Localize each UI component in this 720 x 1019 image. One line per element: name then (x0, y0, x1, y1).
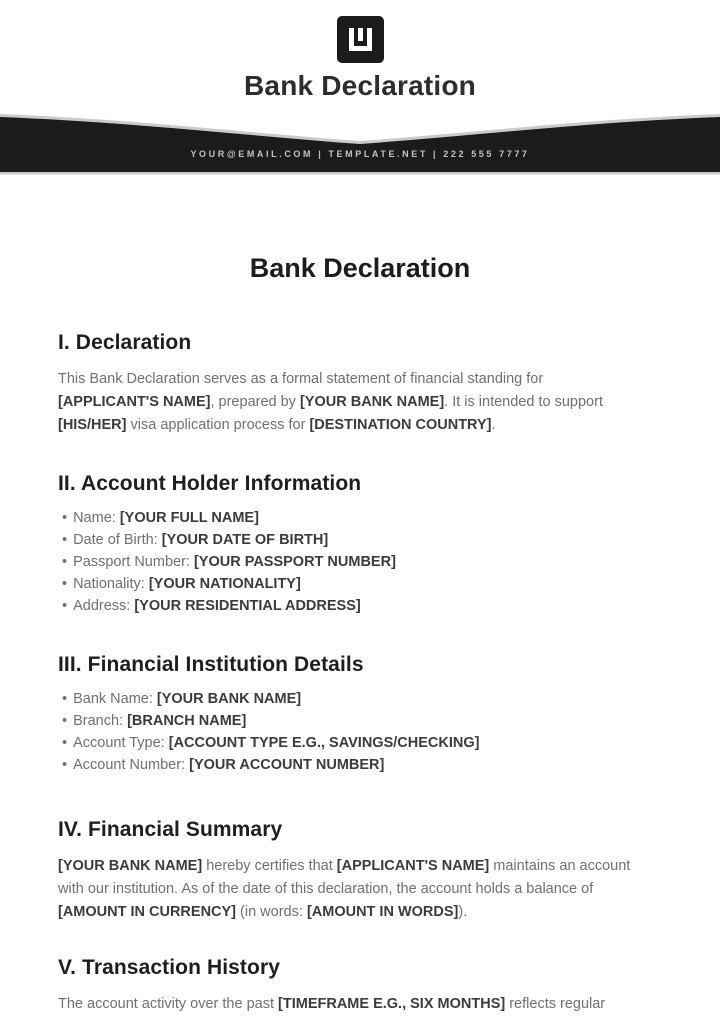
bullet-dot-icon: • (62, 691, 68, 707)
bullet-label: Address: (73, 598, 135, 614)
paragraph-text: The account activity over the past (58, 996, 279, 1012)
bullet-dot-icon: • (62, 532, 68, 548)
placeholder-token: [YOUR DATE OF BIRTH] (161, 532, 329, 548)
paragraph-text: reflects regular (505, 996, 606, 1012)
brand-title: Bank Declaration (244, 70, 476, 101)
placeholder-token: [TIMEFRAME E.G., SIX MONTHS] (278, 996, 506, 1012)
paragraph-text: . (491, 417, 496, 433)
bullet-item (62, 551, 662, 573)
bullet-dot-icon: • (62, 757, 68, 773)
section-heading: V. Transaction History (58, 956, 281, 979)
bullet-dot-icon: • (62, 554, 68, 570)
placeholder-token: [APPLICANT'S NAME] (58, 394, 211, 410)
section-heading: IV. Financial Summary (58, 818, 283, 841)
bullet-label: Nationality: (73, 576, 149, 592)
document-sections (58, 330, 662, 1016)
section-paragraph (58, 855, 662, 924)
bullet-item (62, 573, 662, 595)
placeholder-token: [YOUR NATIONALITY] (148, 576, 301, 592)
bullet-label: Passport Number: (73, 554, 194, 570)
bullet-label: Branch: (73, 713, 128, 729)
paragraph-text: maintains an account (489, 858, 631, 874)
placeholder-token: [DESTINATION COUNTRY] (309, 417, 492, 433)
section-financial-institution (58, 652, 662, 776)
bullet-item (62, 595, 662, 617)
bullet-item (62, 507, 662, 529)
placeholder-token: [AMOUNT IN CURRENCY] (58, 904, 237, 920)
contact-banner (0, 110, 720, 176)
section-heading: III. Financial Institution Details (58, 653, 364, 676)
paragraph-text: hereby certifies that (202, 858, 337, 874)
bullet-dot-icon: • (62, 713, 68, 729)
document-title: Bank Declaration (249, 253, 471, 283)
bullet-dot-icon: • (62, 510, 68, 526)
bullet-dot-icon: • (62, 735, 68, 751)
placeholder-token: [HIS/HER] (58, 417, 127, 433)
bullet-item (62, 710, 662, 732)
paragraph-text: . It is intended to support (444, 394, 603, 410)
lu-monogram-icon (337, 16, 384, 63)
placeholder-token: [YOUR BANK NAME] (299, 394, 445, 410)
bullet-item (62, 754, 662, 776)
section-paragraph (58, 993, 662, 1016)
bullet-label: Account Type: (73, 735, 169, 751)
section-account-holder (58, 471, 662, 617)
placeholder-token: [YOUR PASSPORT NUMBER] (193, 554, 396, 570)
placeholder-token: [YOUR ACCOUNT NUMBER] (189, 757, 385, 773)
section-transaction-history (58, 955, 662, 1016)
bullet-label: Bank Name: (73, 691, 157, 707)
letterhead (0, 0, 720, 103)
bullet-list (58, 688, 662, 776)
bullet-label: Name: (73, 510, 120, 526)
section-heading: I. Declaration (58, 331, 192, 354)
section-paragraph (58, 368, 662, 437)
bullet-item (62, 688, 662, 710)
placeholder-token: [BRANCH NAME] (127, 713, 247, 729)
bullet-item (62, 732, 662, 754)
bullet-label: Account Number: (73, 757, 190, 773)
paragraph-text: visa application process for (126, 417, 310, 433)
paragraph-text: This Bank Declaration serves as a formal statement of financial standing for (58, 371, 544, 387)
paragraph-text: (in words: (236, 904, 307, 920)
document-body (0, 252, 720, 1016)
contact-bar-text: YOUR@EMAIL.COM | TEMPLATE.NET | 222 555 7777 (190, 149, 530, 159)
placeholder-token: [YOUR BANK NAME] (58, 858, 203, 874)
placeholder-token: [YOUR RESIDENTIAL ADDRESS] (134, 598, 361, 614)
paragraph-text: with our institution. As of the date of this declaration, the account holds a balance of (58, 881, 594, 897)
section-heading: II. Account Holder Information (58, 472, 362, 495)
banner-chevron-graphic (0, 110, 720, 176)
bullet-dot-icon: • (62, 598, 68, 614)
bullet-list (58, 507, 662, 617)
placeholder-token: [ACCOUNT TYPE E.G., SAVINGS/CHECKING] (168, 735, 480, 751)
placeholder-token: [YOUR BANK NAME] (156, 691, 302, 707)
bullet-label: Date of Birth: (73, 532, 162, 548)
placeholder-token: [APPLICANT'S NAME] (336, 858, 490, 874)
placeholder-token: [AMOUNT IN WORDS] (306, 904, 459, 920)
section-financial-summary (58, 817, 662, 924)
paragraph-text: , prepared by (210, 394, 300, 410)
bullet-item (62, 529, 662, 551)
section-declaration (58, 330, 662, 437)
placeholder-token: [YOUR FULL NAME] (119, 510, 259, 526)
bullet-dot-icon: • (62, 576, 68, 592)
paragraph-text: ). (458, 904, 468, 920)
